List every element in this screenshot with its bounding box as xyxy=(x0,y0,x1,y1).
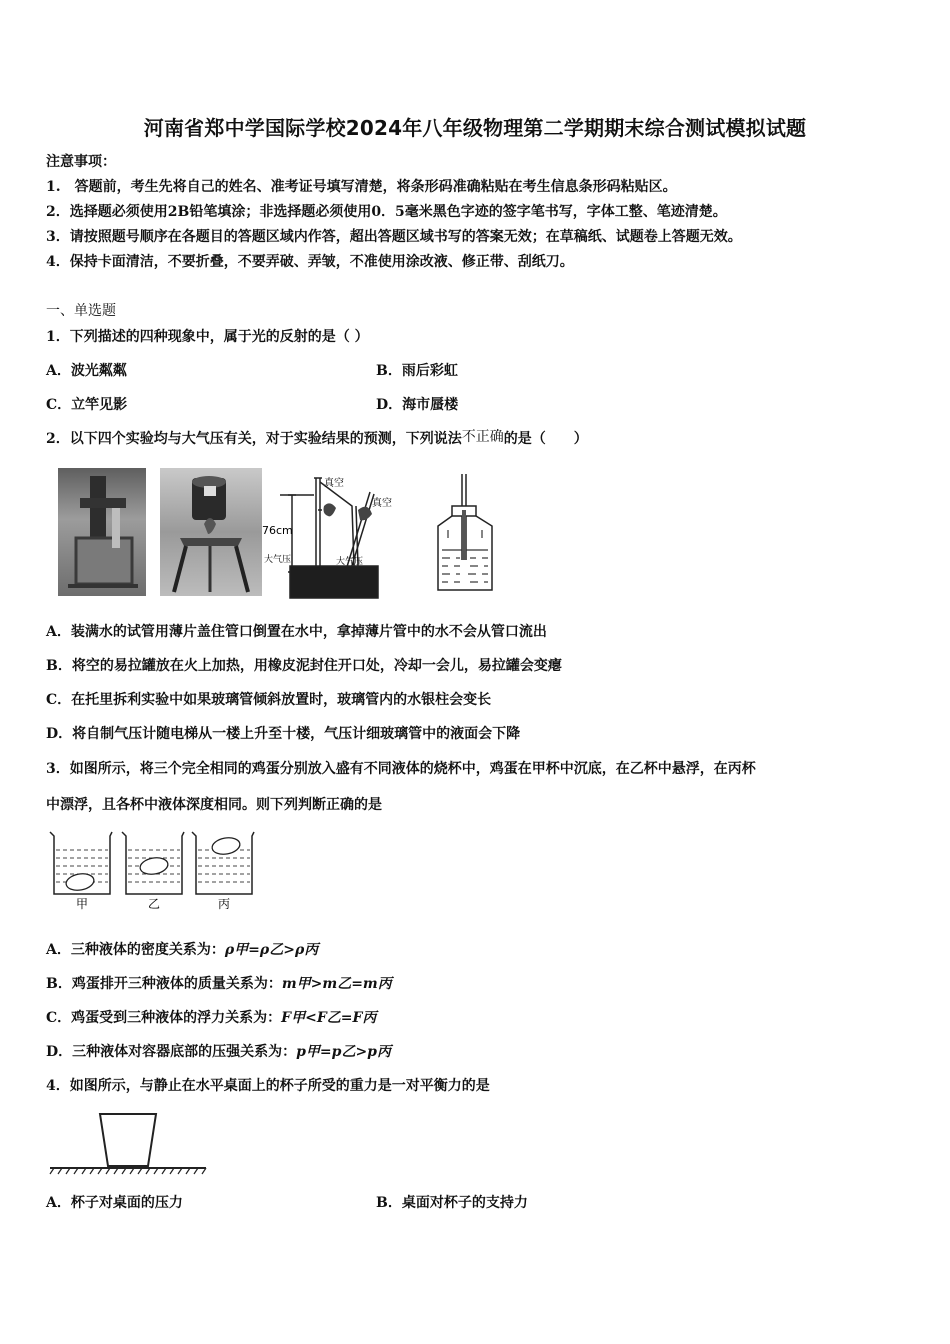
q1-option-c: C．立竿见影 xyxy=(46,397,128,413)
question-2-emphasis: 不正确 xyxy=(461,429,504,445)
q3-option-c-text: C．鸡蛋受到三种液体的浮力关系为： xyxy=(46,1010,282,1026)
q3-option-a-text: A．三种液体的密度关系为： xyxy=(46,942,225,958)
cup-label-jia: 甲 xyxy=(76,897,89,911)
q3-option-a-formula: ρ甲=ρ乙>ρ丙 xyxy=(224,942,319,958)
q2-option-b: B．将空的易拉罐放在火上加热，用橡皮泥封住开口处，冷却一会儿，易拉罐会变瘪 xyxy=(46,658,562,674)
section-heading: 一、单选题 xyxy=(46,303,116,319)
question-3-stem-line2: 中漂浮，且各杯中液体深度相同。则下列判断正确的是 xyxy=(46,797,382,813)
cup-label-bing: 丙 xyxy=(218,897,231,911)
q2-option-a: A．装满水的试管用薄片盖住管口倒置在水中，拿掉薄片管中的水不会从管口流出 xyxy=(46,624,547,640)
can-heating-photo xyxy=(160,468,262,596)
notice-item: 2．选择题必须使用2B铅笔填涂；非选择题必须使用0．5毫米黑色字迹的签字笔书写，字体工整、笔迹清楚。 xyxy=(46,204,727,220)
q3-option-c xyxy=(46,1008,376,1028)
q3-option-c-formula: F甲<F乙=F丙 xyxy=(281,1010,377,1026)
label-atm-right: 大气压 xyxy=(336,557,364,567)
q3-option-d-text: D．三种液体对容器底部的压强关系为： xyxy=(46,1044,297,1060)
notice-heading: 注意事项： xyxy=(46,154,116,170)
question-4-stem: 4．如图所示，与静止在水平桌面上的杯子所受的重力是一对平衡力的是 xyxy=(46,1078,490,1094)
cup xyxy=(100,1114,156,1166)
notice-item: 1. 答题前，考生先将自己的姓名、准考证号填写清楚，将条形码准确粘贴在考生信息条形码粘贴区。 xyxy=(46,179,677,195)
can-heating-photo-shapes xyxy=(160,468,262,596)
notice-item: 4．保持卡面清洁，不要折叠，不要弄破、弄皱，不准使用涂改液、修正带、刮纸刀。 xyxy=(46,254,574,270)
question-2-stem xyxy=(46,429,588,449)
egg-sunk xyxy=(65,872,95,893)
egg-suspended xyxy=(139,856,169,877)
test-tube-photo xyxy=(58,468,146,596)
barometer-bottle-diagram xyxy=(430,470,500,598)
q4-option-b: B．桌面对杯子的支持力 xyxy=(376,1195,528,1211)
label-atm-left: 大气压 xyxy=(264,555,292,565)
q3-option-b-formula: m甲>m乙=m丙 xyxy=(281,976,392,992)
q2-option-d: D．将自制气压计随电梯从一楼上升至十楼，气压计细玻璃管中的液面会下降 xyxy=(46,726,521,742)
egg-floating xyxy=(211,836,241,857)
q1-option-d: D．海市蜃楼 xyxy=(376,397,459,413)
cup-on-table-diagram xyxy=(50,1110,206,1176)
label-vacuum-left: 真空 xyxy=(324,478,344,489)
egg-beakers-diagram xyxy=(46,826,260,912)
page-title: 河南省郑中学国际学校2024年八年级物理第二学期期末综合测试模拟试题 xyxy=(143,116,807,140)
label-height: 76cm xyxy=(262,524,293,537)
label-vacuum-right: 真空 xyxy=(372,498,392,509)
torricelli-diagram xyxy=(262,470,404,600)
question-1-stem: 1．下列描述的四种现象中，属于光的反射的是（ ） xyxy=(46,329,369,345)
q3-option-b-text: B．鸡蛋排开三种液体的质量关系为： xyxy=(46,976,282,992)
q3-option-d xyxy=(46,1042,391,1062)
q3-option-a xyxy=(46,940,318,960)
q1-option-a: A．波光粼粼 xyxy=(46,363,127,379)
question-2-stem-part: 的是（ ） xyxy=(503,431,588,447)
q2-option-c: C．在托里拆利实验中如果玻璃管倾斜放置时，玻璃管内的水银柱会变长 xyxy=(46,692,492,708)
test-tube-photo-shapes xyxy=(58,468,146,596)
cup-label-yi: 乙 xyxy=(148,897,161,911)
notice-item: 3．请按照题号顺序在各题目的答题区域内作答，超出答题区域书写的答案无效；在草稿纸、试题卷上答题无效。 xyxy=(46,229,742,245)
question-3-stem-line1: 3．如图所示，将三个完全相同的鸡蛋分别放入盛有不同液体的烧杯中，鸡蛋在甲杯中沉底，在乙杯中悬浮，在丙杯 xyxy=(46,761,756,777)
question-2-stem-part: 2．以下四个实验均与大气压有关，对于实验结果的预测，下列说法 xyxy=(46,431,462,447)
q4-option-a: A．杯子对桌面的压力 xyxy=(46,1195,183,1211)
q3-option-d-formula: p甲=p乙>p丙 xyxy=(296,1044,391,1060)
q1-option-b: B．雨后彩虹 xyxy=(376,363,458,379)
q3-option-b xyxy=(46,974,392,994)
